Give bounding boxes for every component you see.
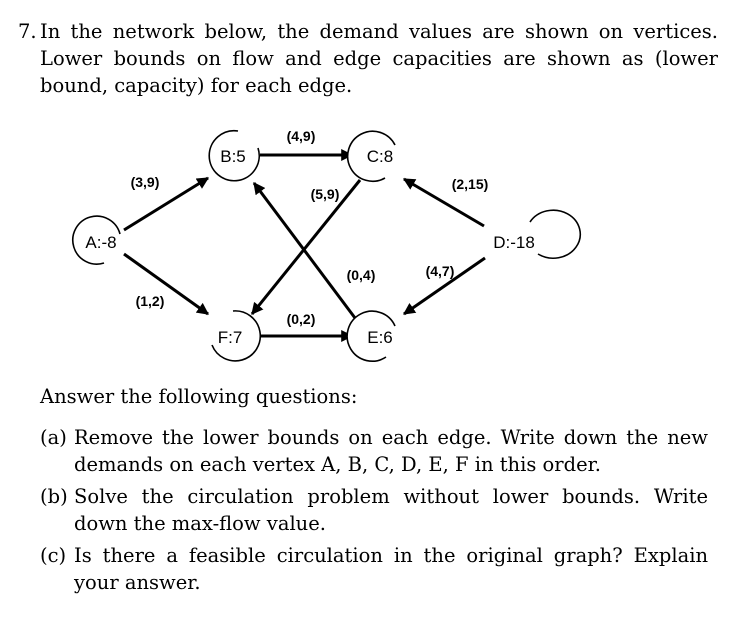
question-b	[40, 483, 708, 537]
vertex-e-label: E:6	[367, 328, 393, 347]
question-a-text: Remove the lower bounds on each edge. Write down the new demands on each vertex A, B, C, D, E, F in this order.	[74, 426, 708, 476]
vertex-f	[212, 311, 260, 361]
vertex-d-label: D:-18	[493, 233, 535, 252]
vertex-d	[493, 210, 580, 258]
problem-text: In the network below, the demand values are shown on vertices. Lower bounds on flow and edge capacities are shown as (lower bound, capacity) for each edge.	[40, 20, 718, 97]
vertex-a-label: A:-8	[85, 233, 117, 252]
question-c-label: (c)	[40, 544, 67, 567]
vertex-e	[347, 311, 395, 361]
edge-label-a-b: (3,9)	[130, 174, 160, 190]
edge-label-a-f: (1,2)	[135, 293, 165, 309]
vertex-f-label: F:7	[217, 328, 243, 347]
vertex-c	[348, 131, 395, 181]
vertex-c-label: C:8	[366, 147, 394, 166]
vertex-a	[73, 216, 120, 264]
edge-label-c-f: (5,9)	[310, 186, 340, 202]
edge-label-b-c: (4,9)	[286, 128, 316, 144]
question-b-label: (b)	[40, 485, 68, 508]
edge-label-d-c: (2,15)	[451, 176, 489, 192]
problem-number: 7.	[18, 20, 37, 43]
edge-label-e-b: (0,4)	[346, 267, 376, 283]
vertex-b-label: B:5	[220, 147, 246, 166]
question-a	[40, 424, 708, 478]
question-a-label: (a)	[40, 426, 67, 449]
edge-label-d-e: (4,7)	[425, 263, 455, 279]
vertex-b	[209, 131, 259, 181]
answer-prompt: Answer the following questions:	[40, 385, 358, 408]
edge-label-f-e: (0,2)	[286, 311, 316, 327]
question-c	[40, 542, 708, 596]
question-c-text: Is there a feasible circulation in the original graph? Explain your answer.	[74, 544, 708, 594]
question-b-text: Solve the circulation problem without lower bounds. Write down the max-flow value.	[74, 485, 708, 535]
